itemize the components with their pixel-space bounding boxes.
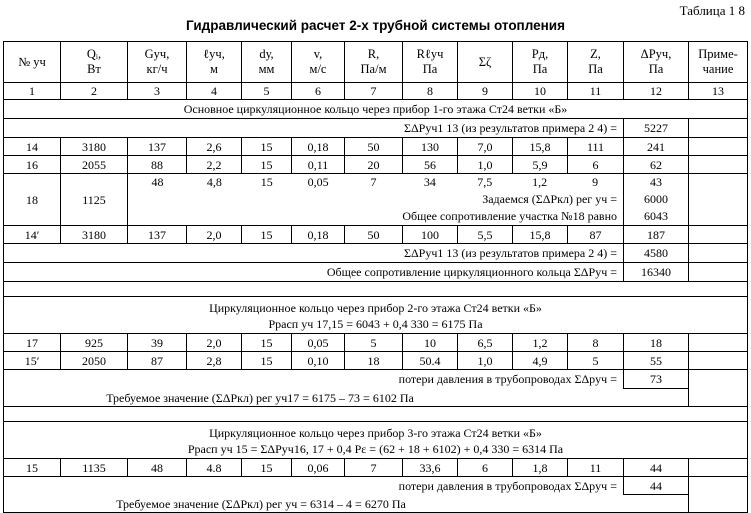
table-number: Таблица 1 8 [679, 3, 745, 18]
col-number: 7 [345, 83, 403, 100]
header-cell: Приме- чание [689, 42, 748, 83]
summary-row [4, 119, 748, 138]
header-cell: Rℓуч Па [403, 42, 458, 83]
header-cell: Z, Па [568, 42, 624, 83]
section1-title: Основное циркуляционное кольцо через прибор 1-го этажа Ст24 ветки «Б» [4, 100, 748, 119]
header-cell: Σζ [458, 42, 513, 83]
col-number: 6 [292, 83, 345, 100]
section-title-row [4, 422, 748, 459]
table-row: 16 2055 88 2,2 15 0,11 20 56 1,0 5,9 6 62 [4, 156, 748, 174]
table-row: 15′ 2050 87 2,8 15 0,10 18 50.4 1,0 4,9 5 55 [4, 352, 748, 370]
table-row: 14 3180 137 2,6 15 0,18 50 130 7,0 15,8 111 241 [4, 138, 748, 156]
section3-title: Циркуляционное кольцо через прибор 3-го этажа Ст24 ветки «Б» [209, 426, 542, 440]
section2-formula: Pрасп уч 17,15 = 6043 + 0,4 330 = 6175 Па [268, 317, 483, 331]
table-row: 18 1125 48 4,8 15 0,05 7 34 7,5 1,2 9 Задаемся (ΣΔPкл) рег уч = Общее сопротивление участка №18 равно 43 6000 6043 [4, 174, 748, 226]
section2-required: Требуемое значение (ΣΔPкл) рег уч17 = 6175 – 73 = 6102 Па [106, 390, 414, 405]
col-number: 11 [568, 83, 624, 100]
spacer-row [4, 407, 748, 422]
header-cell: Qᵢ, Вт [61, 42, 128, 83]
col-number: 5 [242, 83, 292, 100]
header-cell: ΔPуч, Па [624, 42, 689, 83]
header-cell: ℓуч, м [187, 42, 242, 83]
summary-row: потери давления в трубопроводах ΣΔpуч = 44 [4, 477, 748, 495]
col-number: 4 [187, 83, 242, 100]
header-cell: dу, мм [242, 42, 292, 83]
section-title-row [4, 100, 748, 119]
note-row [4, 389, 748, 407]
sum-value: 5227 [624, 119, 689, 138]
section3-required: Требуемое значение (ΣΔPкл) рег уч = 6314 – 4 = 6270 Па [116, 496, 406, 511]
header-row [4, 42, 748, 83]
row18-details: 48 4,8 15 0,05 7 34 7,5 1,2 9 Задаемся (ΣΔPкл) рег уч = Общее сопротивление участка №18 равно [128, 174, 624, 226]
column-number-row [4, 83, 748, 100]
table-row: 14′ 3180 137 2,0 15 0,18 50 100 5,5 15,8 87 187 [4, 226, 748, 244]
hydraulic-calc-table [3, 41, 748, 513]
section2-title: Циркуляционное кольцо через прибор 2-го этажа Ст24 ветки «Б» [209, 301, 542, 315]
table-row: 15 1135 48 4.8 15 0,06 7 33,6 6 1,8 11 44 [4, 459, 748, 477]
col-number: 9 [458, 83, 513, 100]
col-number: 3 [128, 83, 187, 100]
row18-total-label: Общее сопротивление участка №18 равно [402, 209, 617, 223]
summary-row: потери давления в трубопроводах ΣΔpуч = 73 [4, 370, 748, 389]
col-number: 2 [61, 83, 128, 100]
header-cell: № уч [4, 42, 61, 83]
col-number: 10 [513, 83, 568, 100]
header-cell: Gуч, кг/ч [128, 42, 187, 83]
col-number: 1 [4, 83, 61, 100]
table-title: Гидравлический расчет 2-х трубной системы отопления [186, 18, 565, 33]
col-number: 8 [403, 83, 458, 100]
header-cell: v, м/с [292, 42, 345, 83]
col-number: 13 [689, 83, 748, 100]
sum-label: ΣΔPуч1 13 (из результатов примера 2 4) = [4, 119, 624, 138]
row18-set-label: Задаемся (ΣΔPкл) рег уч = [482, 192, 617, 206]
table-row: 17 925 39 2,0 15 0,05 5 10 6,5 1,2 8 18 [4, 334, 748, 352]
section3-formula: Pрасп уч 15 = ΣΔPуч16, 17 + 0,4 Pε = (62 + 18 + 6102) + 0,4 330 = 6314 Па [187, 442, 564, 456]
section-title-row [4, 297, 748, 334]
header-cell: Pд, Па [513, 42, 568, 83]
col-number: 12 [624, 83, 689, 100]
summary-row: Общее сопротивление циркуляционного кольца ΣΔPуч = 16340 [4, 263, 748, 282]
summary-row: ΣΔPуч1 13 (из результатов примера 2 4) = 4580 [4, 244, 748, 263]
spacer-row [4, 282, 748, 297]
header-cell: R, Па/м [345, 42, 403, 83]
